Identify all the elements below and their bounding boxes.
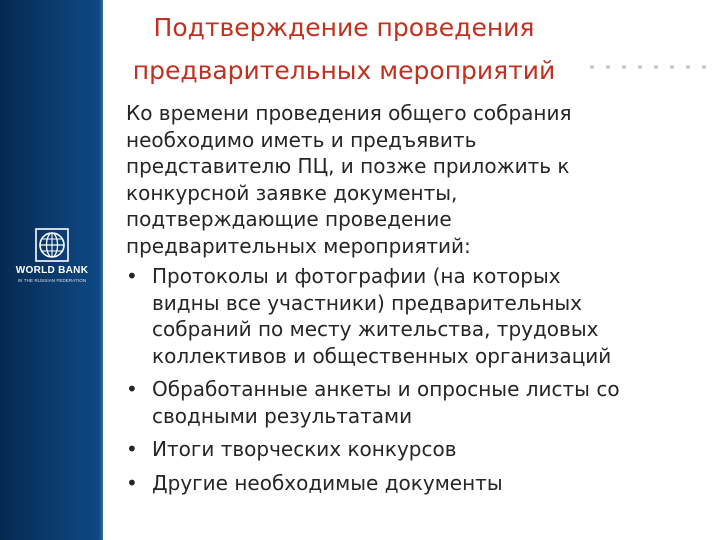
slide-title [104,6,584,92]
intro-line: Ко времени проведения общего собрания [126,101,572,125]
intro-line: предварительных мероприятий: [126,233,471,258]
bullet-item [126,263,706,369]
intro-paragraph [126,100,706,259]
slide-body [126,100,706,503]
bullet-list [126,263,706,496]
bullet-line: коллективов и общественных организаций [152,343,612,368]
slide-title-line: предварительных мероприятий [132,56,556,85]
slide-title-line: Подтверждение проведения [153,13,535,42]
logo-name: WORLD BANK [15,265,89,276]
intro-line: подтверждающие проведение [126,207,452,231]
world-bank-logo [6,228,98,283]
bullet-item [126,436,706,463]
bullet-icon: • [126,377,138,401]
bullet-line: сводными результатами [152,403,413,428]
bullet-item [126,376,706,429]
bullet-icon: • [126,470,138,495]
bullet-line: Другие необходимые документы [152,470,503,495]
bullet-icon: • [126,437,138,461]
bullet-line: видны все участники) предварительных [152,290,583,315]
bullet-line: Обработанные анкеты и опросные листы со [152,377,620,401]
bullet-line: Итоги творческих конкурсов [152,437,457,461]
bullet-icon: • [126,264,138,288]
bullet-item [126,470,706,497]
globe-icon [35,228,69,262]
logo-tagline: IN THE RUSSIAN FEDERATION [17,278,87,283]
intro-line: представителю ПЦ, и позже приложить к [126,154,570,178]
intro-line: конкурсной заявке документы, [126,180,458,205]
bullet-line: собраний по месту жительства, трудовых [152,317,599,341]
bullet-line: Протоколы и фотографии (на которых [152,264,561,288]
intro-line: необходимо иметь и предъявить [126,127,477,152]
sidebar-band [0,0,103,540]
decorative-dots [588,60,710,74]
